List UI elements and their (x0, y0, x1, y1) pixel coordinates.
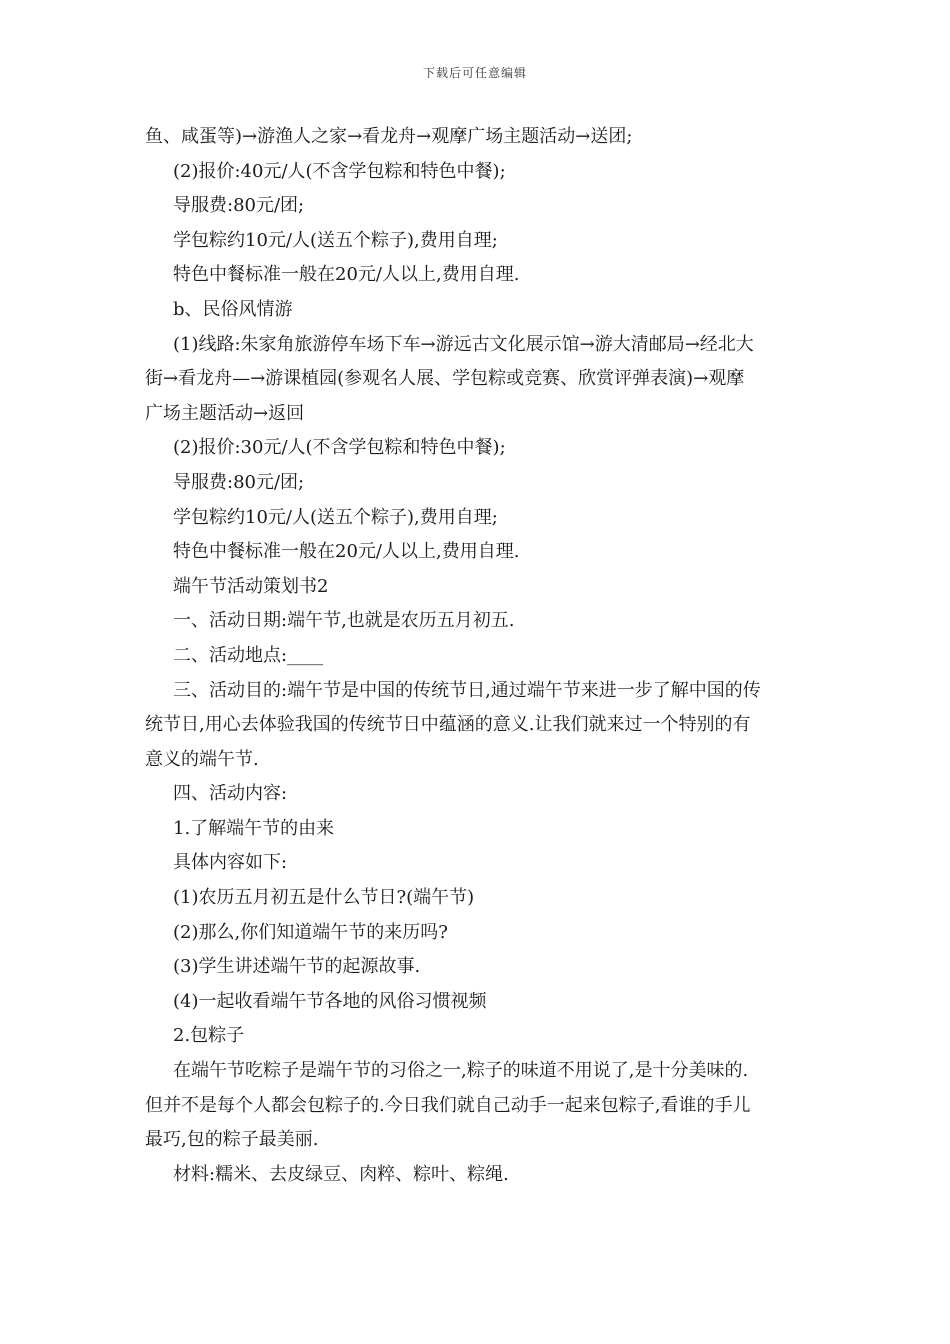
text-line: (3)学生讲述端午节的起源故事. (173, 956, 421, 978)
text-line: 街→看龙舟—→游课植园(参观名人展、学包粽或竞赛、欣赏评弹表演)→观摩 (145, 368, 745, 390)
text-line: (2)报价:30元/人(不含学包粽和特色中餐); (173, 437, 506, 459)
text-line: 导服费:80元/团; (173, 195, 305, 217)
document-body (145, 120, 810, 1192)
text-line: b、民俗风情游 (173, 298, 293, 320)
text-line: 学包粽约10元/人(送五个粽子),费用自理; (173, 229, 498, 251)
text-line: 广场主题活动→返回 (145, 402, 305, 424)
text-line: (2)那么,你们知道端午节的来历吗? (173, 921, 448, 943)
text-line: 学包粽约10元/人(送五个粽子),费用自理; (173, 506, 498, 528)
text-line: 2.包粽子 (173, 1025, 245, 1047)
text-line: 在端午节吃粽子是端午节的习俗之一,粽子的味道不用说了,是十分美味的. (173, 1060, 749, 1082)
text-line: 1.了解端午节的由来 (173, 817, 335, 839)
text-line: (4)一起收看端午节各地的风俗习惯视频 (173, 990, 487, 1012)
text-line: 特色中餐标准一般在20元/人以上,费用自理. (173, 541, 520, 563)
page-header: 下载后可任意编辑 (422, 66, 527, 80)
text-line: 统节日,用心去体验我国的传统节日中蕴涵的意义.让我们就来过一个特别的有 (145, 714, 751, 736)
text-line: 特色中餐标准一般在20元/人以上,费用自理. (173, 264, 520, 286)
text-line: 但并不是每个人都会包粽子的.今日我们就自己动手一起来包粽子,看谁的手儿 (145, 1094, 751, 1116)
text-line: 导服费:80元/团; (173, 471, 305, 493)
text-line: 端午节活动策划书2 (173, 575, 329, 597)
text-line: 具体内容如下: (173, 852, 288, 874)
text-line: 最巧,包的粽子最美丽. (145, 1129, 319, 1151)
text-line: 材料:糯米、去皮绿豆、肉粹、粽叶、粽绳. (173, 1163, 509, 1185)
text-line: 二、活动地点:____ (173, 644, 324, 666)
text-line: 三、活动目的:端午节是中国的传统节日,通过端午节来进一步了解中国的传 (173, 679, 761, 701)
text-line: (1)农历五月初五是什么节日?(端午节) (173, 887, 475, 909)
text-line: (2)报价:40元/人(不含学包粽和特色中餐); (173, 160, 506, 182)
text-line: (1)线路:朱家角旅游停车场下车→游远古文化展示馆→游大清邮局→经北大 (173, 333, 754, 355)
text-line: 鱼、咸蛋等)→游渔人之家→看龙舟→观摩广场主题活动→送团; (145, 126, 633, 147)
text-line: 四、活动内容: (173, 783, 288, 805)
text-line: 意义的端午节. (145, 748, 259, 770)
text-line: 一、活动日期:端午节,也就是农历五月初五. (173, 610, 515, 632)
